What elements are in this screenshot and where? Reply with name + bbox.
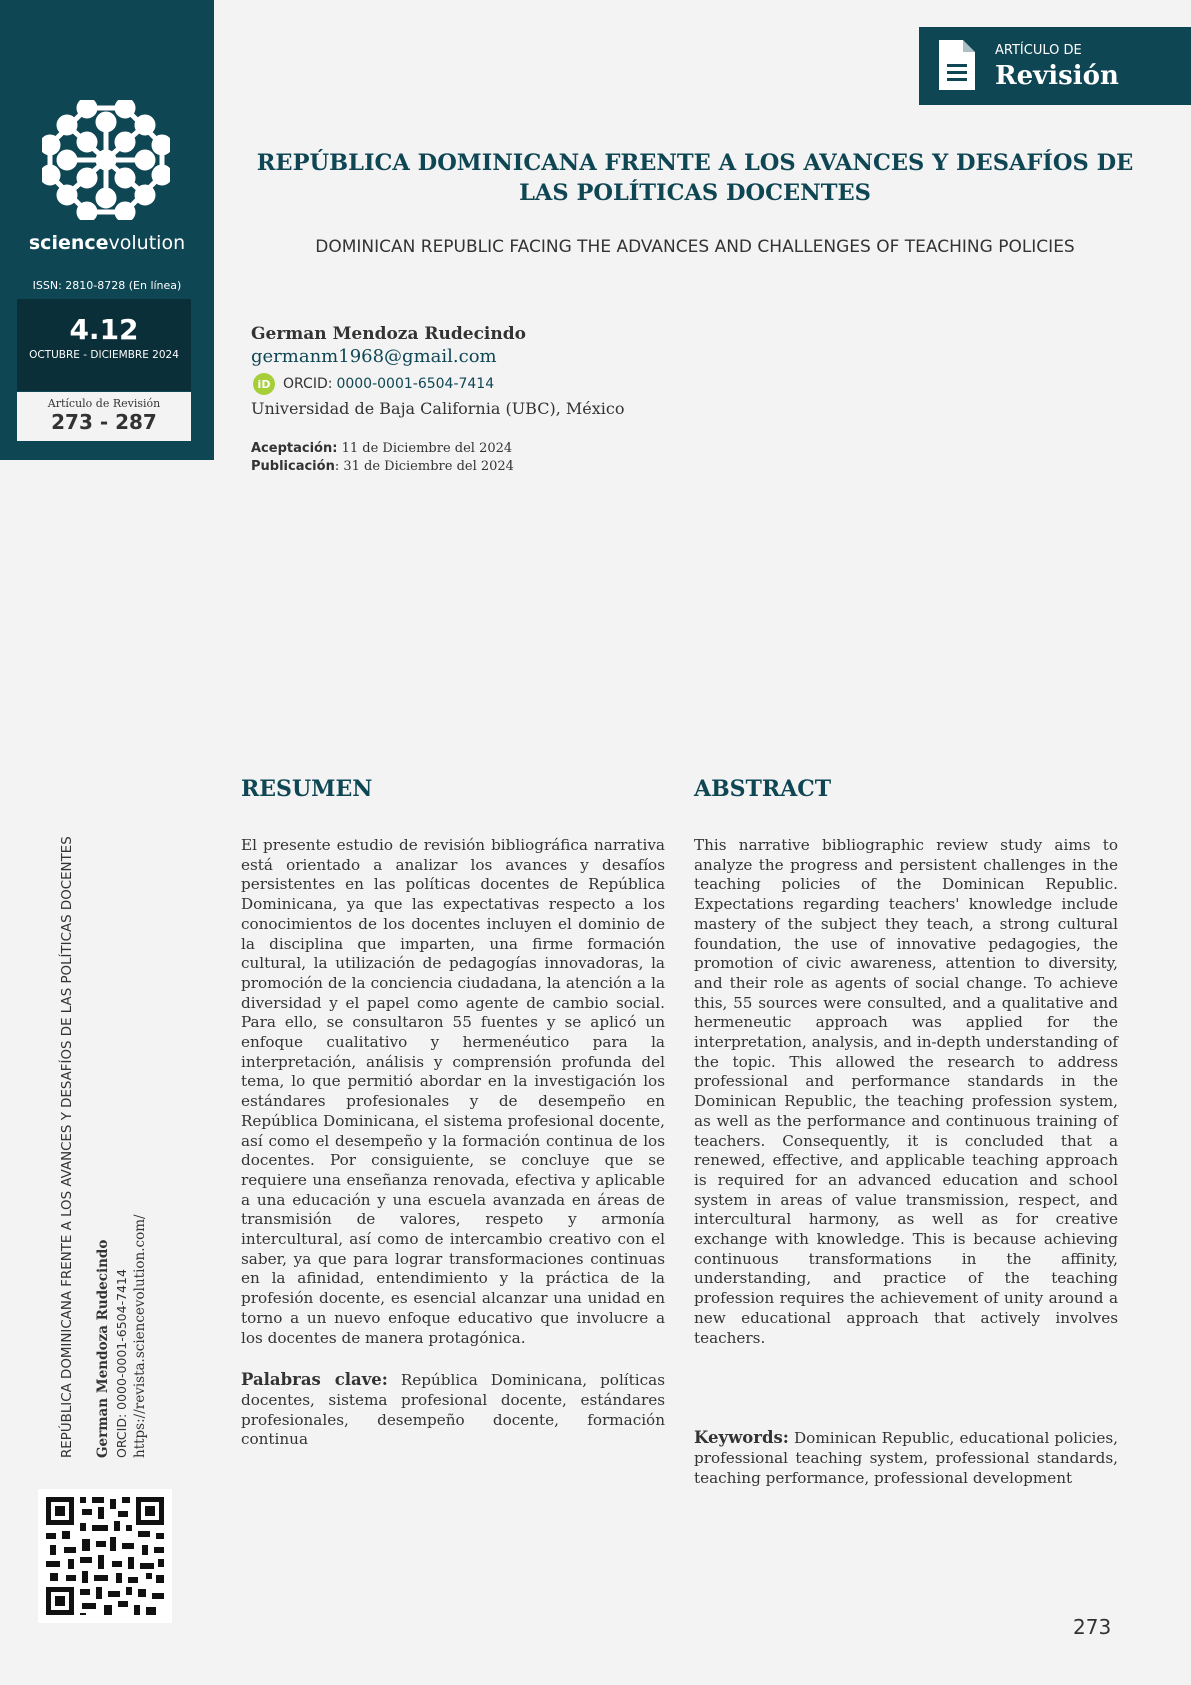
- acceptance-date: 11 de Diciembre del 2024: [337, 441, 513, 456]
- orcid-line: [253, 373, 494, 395]
- author-name: German Mendoza Rudecindo: [251, 324, 526, 344]
- article-subtitle: DOMINICAN REPUBLIC FACING THE ADVANCES AND CHALLENGES OF TEACHING POLICIES: [315, 237, 1075, 257]
- page-range: 273 - 287: [51, 410, 157, 434]
- tag-small-label: ARTÍCULO DE: [995, 43, 1082, 58]
- article-type-label: Artículo de Revisión: [47, 397, 161, 410]
- keywords-label-es: Palabras clave:: [241, 1370, 388, 1390]
- tag-big-label: Revisión: [995, 61, 1119, 91]
- issue-box: [17, 299, 191, 391]
- abstract-text: This narrative bibliographic review study aims to analyze the progress and persistent challenges in the teaching policies of the Dominican Republic. Expectations regarding teachers' knowledge include mastery of the subject they teach, a strong cultural foundation, the use of innovative pedagogies, the promotion of civic awareness, attention to diversity, and their role as agents of social change. To achieve this, 55 sources were consulted, and a qualitative and hermeneutic approach was applied for the interpretation, analysis, and in-depth understanding of the topic. This allowed the research to address professional and performance standards in the Dominican Republic, the teaching profession system, as well as the performance and continuous training of teachers. Consequently, it is concluded that a renewed, effective, and applicable teaching approach is required for an advanced education and school system in areas of value transmission, respect, and intercultural harmony, as well as for creative exchange with knowledge. This is because achieving continuous transformations in the affinity, understanding, and practice of the teaching profession requires the achievement of unity around a new educational approach that actively involves teachers.: [694, 836, 1118, 1347]
- abstract-keywords: [694, 1428, 1118, 1488]
- molecule-logo-icon: [42, 100, 170, 220]
- vertical-author: German Mendoza Rudecindo: [95, 1239, 111, 1458]
- resumen-text: El presente estudio de revisión bibliográfica narrativa está orientado a analizar los avances y desafíos persistentes en las políticas docentes de República Dominicana, ya que las expectativas respecto a los conocimientos de los docentes incluyen el dominio de la disciplina que imparten, una firme formación cultural, la utilización de pedagogías innovadoras, la promoción de la conciencia ciudadana, la atención a la diversidad y el papel como agente de cambio social. Para ello, se consultaron 55 fuentes y se aplicó un enfoque cualitativo y hermenéutico para la interpretación, análisis y comprensión profunda del tema, lo que permitió abordar en la investigación los estándares profesionales y de desempeño en República Dominicana, el sistema profesional docente, así como el desempeño y la formación continua de los docentes. Por consiguiente, se concluye que se requiere una enseñanza renovada, efectiva y aplicable a una educación y una escuela avanzada en áreas de transmisión de valores, respeto y armonía intercultural, así como de intercambio creativo con el saber, ya que para lograr transformaciones continuas en la afinidad, entendimiento y la práctica de la profesión docente, es esencial alcanzar una unidad en torno a un nuevo enfoque educativo que involucre a los docentes de manera protagónica.: [241, 836, 665, 1347]
- document-icon: [939, 40, 975, 90]
- author-email[interactable]: germanm1968@gmail.com: [251, 346, 497, 367]
- keywords-es: República Dominicana, políticas docentes, sistema profesional docente, estándares profesionales, desempeño docente, formación continua: [241, 1371, 665, 1449]
- orcid-label: ORCID:: [283, 376, 333, 392]
- page-number: 273: [1073, 1615, 1112, 1639]
- page-range-box: [17, 392, 191, 441]
- publication-date: : 31 de Diciembre del 2024: [334, 459, 514, 474]
- publication-label: Publicación: [251, 459, 335, 474]
- abstract-heading: ABSTRACT: [694, 776, 832, 802]
- orcid-link[interactable]: 0000-0001-6504-7414: [336, 376, 495, 392]
- keywords-label-en: Keywords:: [694, 1428, 789, 1448]
- resumen-section: [241, 776, 665, 1450]
- vertical-url[interactable]: https://revista.sciencevolution.com/: [132, 1214, 148, 1458]
- orcid-icon: iD: [253, 373, 275, 395]
- issue-number: 4.12: [69, 313, 139, 346]
- article-type-tag: [919, 27, 1191, 105]
- article-dates: [251, 440, 514, 476]
- issn: ISSN: 2810-8728 (En línea): [32, 279, 182, 292]
- article-title: REPÚBLICA DOMINICANA FRENTE A LOS AVANCES Y DESAFÍOS DE LAS POLÍTICAS DOCENTES: [256, 150, 1134, 206]
- resumen-heading: RESUMEN: [241, 776, 373, 802]
- author-affiliation: Universidad de Baja California (UBC), México: [251, 399, 625, 418]
- resumen-keywords: [241, 1370, 665, 1450]
- issue-period: OCTUBRE - DICIEMBRE 2024: [29, 349, 179, 361]
- keywords-en: Dominican Republic, educational policies, professional teaching system, professional standards, teaching performance, professional development: [694, 1429, 1118, 1487]
- acceptance-label: Aceptación:: [251, 441, 338, 456]
- vertical-orcid: ORCID: 0000-0001-6504-7414: [114, 1269, 129, 1458]
- vertical-running-title: REPÚBLICA DOMINICANA FRENTE A LOS AVANCES Y DESAFÍOS DE LAS POLÍTICAS DOCENTES: [60, 836, 75, 1458]
- qr-code-icon: [38, 1489, 172, 1623]
- brand-name: sciencevolution: [28, 232, 186, 254]
- journal-sidebar: [0, 0, 214, 460]
- abstract-section: [694, 776, 1118, 1488]
